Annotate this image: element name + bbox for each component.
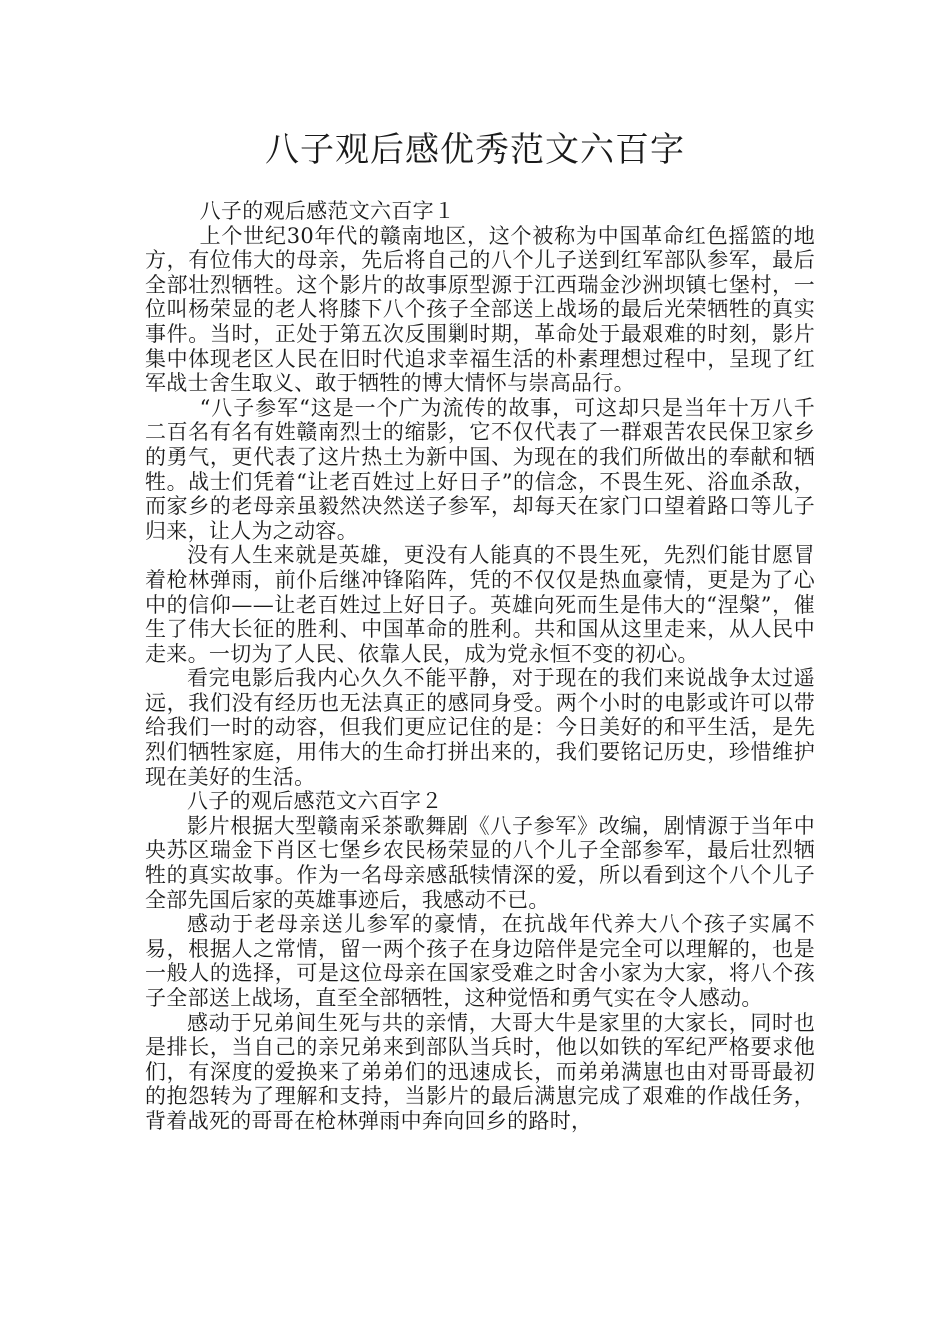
- paragraph: 上个世纪30年代的赣南地区，这个被称为中国革命红色摇篮的地方，有位伟大的母亲，先后将自己的八个儿子送到红军部队参军，最后全部壮烈牺牲。这个影片的故事原型源于江西瑞金沙洲坝镇七堡村，一位叫杨荣显的老人将膝下八个孩子全部送上战场的最后光荣牺牲的真实事件。当时，正处于第五次反围剿时期，革命处于最艰难的时刻，影片集中体现老区人民在旧时代追求幸福生活的朴素理想过程中，呈现了红军战士舍生取义、敢于牺牲的博大情怀与崇高品行。: [145, 223, 815, 396]
- section-heading-2: 八子的观后感范文六百字２: [187, 789, 443, 814]
- paragraph: 看完电影后我内心久久不能平静，对于现在的我们来说战争太过遥远，我们没有经历也无法真正的感同身受。两个小时的电影或许可以带给我们一时的动容，但我们更应记住的是：今日美好的和平生活，是先烈们牺牲家庭，用伟大的生命打拼出来的，我们要铭记历史，珍惜维护现在美好的生活。: [145, 666, 815, 789]
- paragraph: 影片根据大型赣南采茶歌舞剧《八子参军》改编，剧情源于当年中央苏区瑞金下肖区七堡乡农民杨荣显的八个儿子全部参军，最后壮烈牺牲的真实故事。作为一名母亲感舐犊情深的爱，所以看到这个八个儿子全部先国后家的英雄事迹后，我感动不已。: [145, 813, 815, 912]
- paragraph: “八子参军“这是一个广为流传的故事，可这却只是当年十万八千二百名有名有姓赣南烈士的缩影，它不仅代表了一群艰苦农民保卫家乡的勇气，更代表了这片热土为新中国、为现在的我们所做出的奉献和牺牲。战士们凭着“让老百姓过上好日子”的信念，不畏生死、浴血杀敌，而家乡的老母亲虽毅然决然送子参军，却每天在家门口望着路口等儿子归来，让人为之动容。: [145, 395, 815, 543]
- section-heading-1: 八子的观后感范文六百字１: [199, 199, 456, 223]
- document-body: [145, 199, 815, 1134]
- paragraph: 没有人生来就是英雄，更没有人能真的不畏生死，先烈们能甘愿冒着枪林弹雨，前仆后继冲锋陷阵，凭的不仅仅是热血豪情，更是为了心中的信仰——让老百姓过上好日子。英雄向死而生是伟大的“涅槃”，催生了伟大长征的胜利、中国革命的胜利。共和国从这里走来，从人民中走来。一切为了人民、依靠人民，成为党永恒不变的初心。: [145, 543, 815, 666]
- document-title: 八子观后感优秀范文六百字: [265, 130, 685, 170]
- paragraph: 感动于兄弟间生死与共的亲情，大哥大牛是家里的大家长，同时也是排长，当自己的亲兄弟来到部队当兵时，他以如铁的军纪严格要求他们，有深度的爱换来了弟弟们的迅速成长，而弟弟满崽也由对哥哥最初的抱怨转为了理解和支持，当影片的最后满崽完成了艰难的作战任务，背着战死的哥哥在枪林弹雨中奔向回乡的路时，: [145, 1010, 815, 1133]
- paragraph: 感动于老母亲送儿参军的豪情，在抗战年代养大八个孩子实属不易，根据人之常情，留一两个孩子在身边陪伴是完全可以理解的，也是一般人的选择，可是这位母亲在国家受难之时舍小家为大家，将八个孩子全部送上战场，直至全部牺牲，这种觉悟和勇气实在令人感动。: [145, 912, 815, 1010]
